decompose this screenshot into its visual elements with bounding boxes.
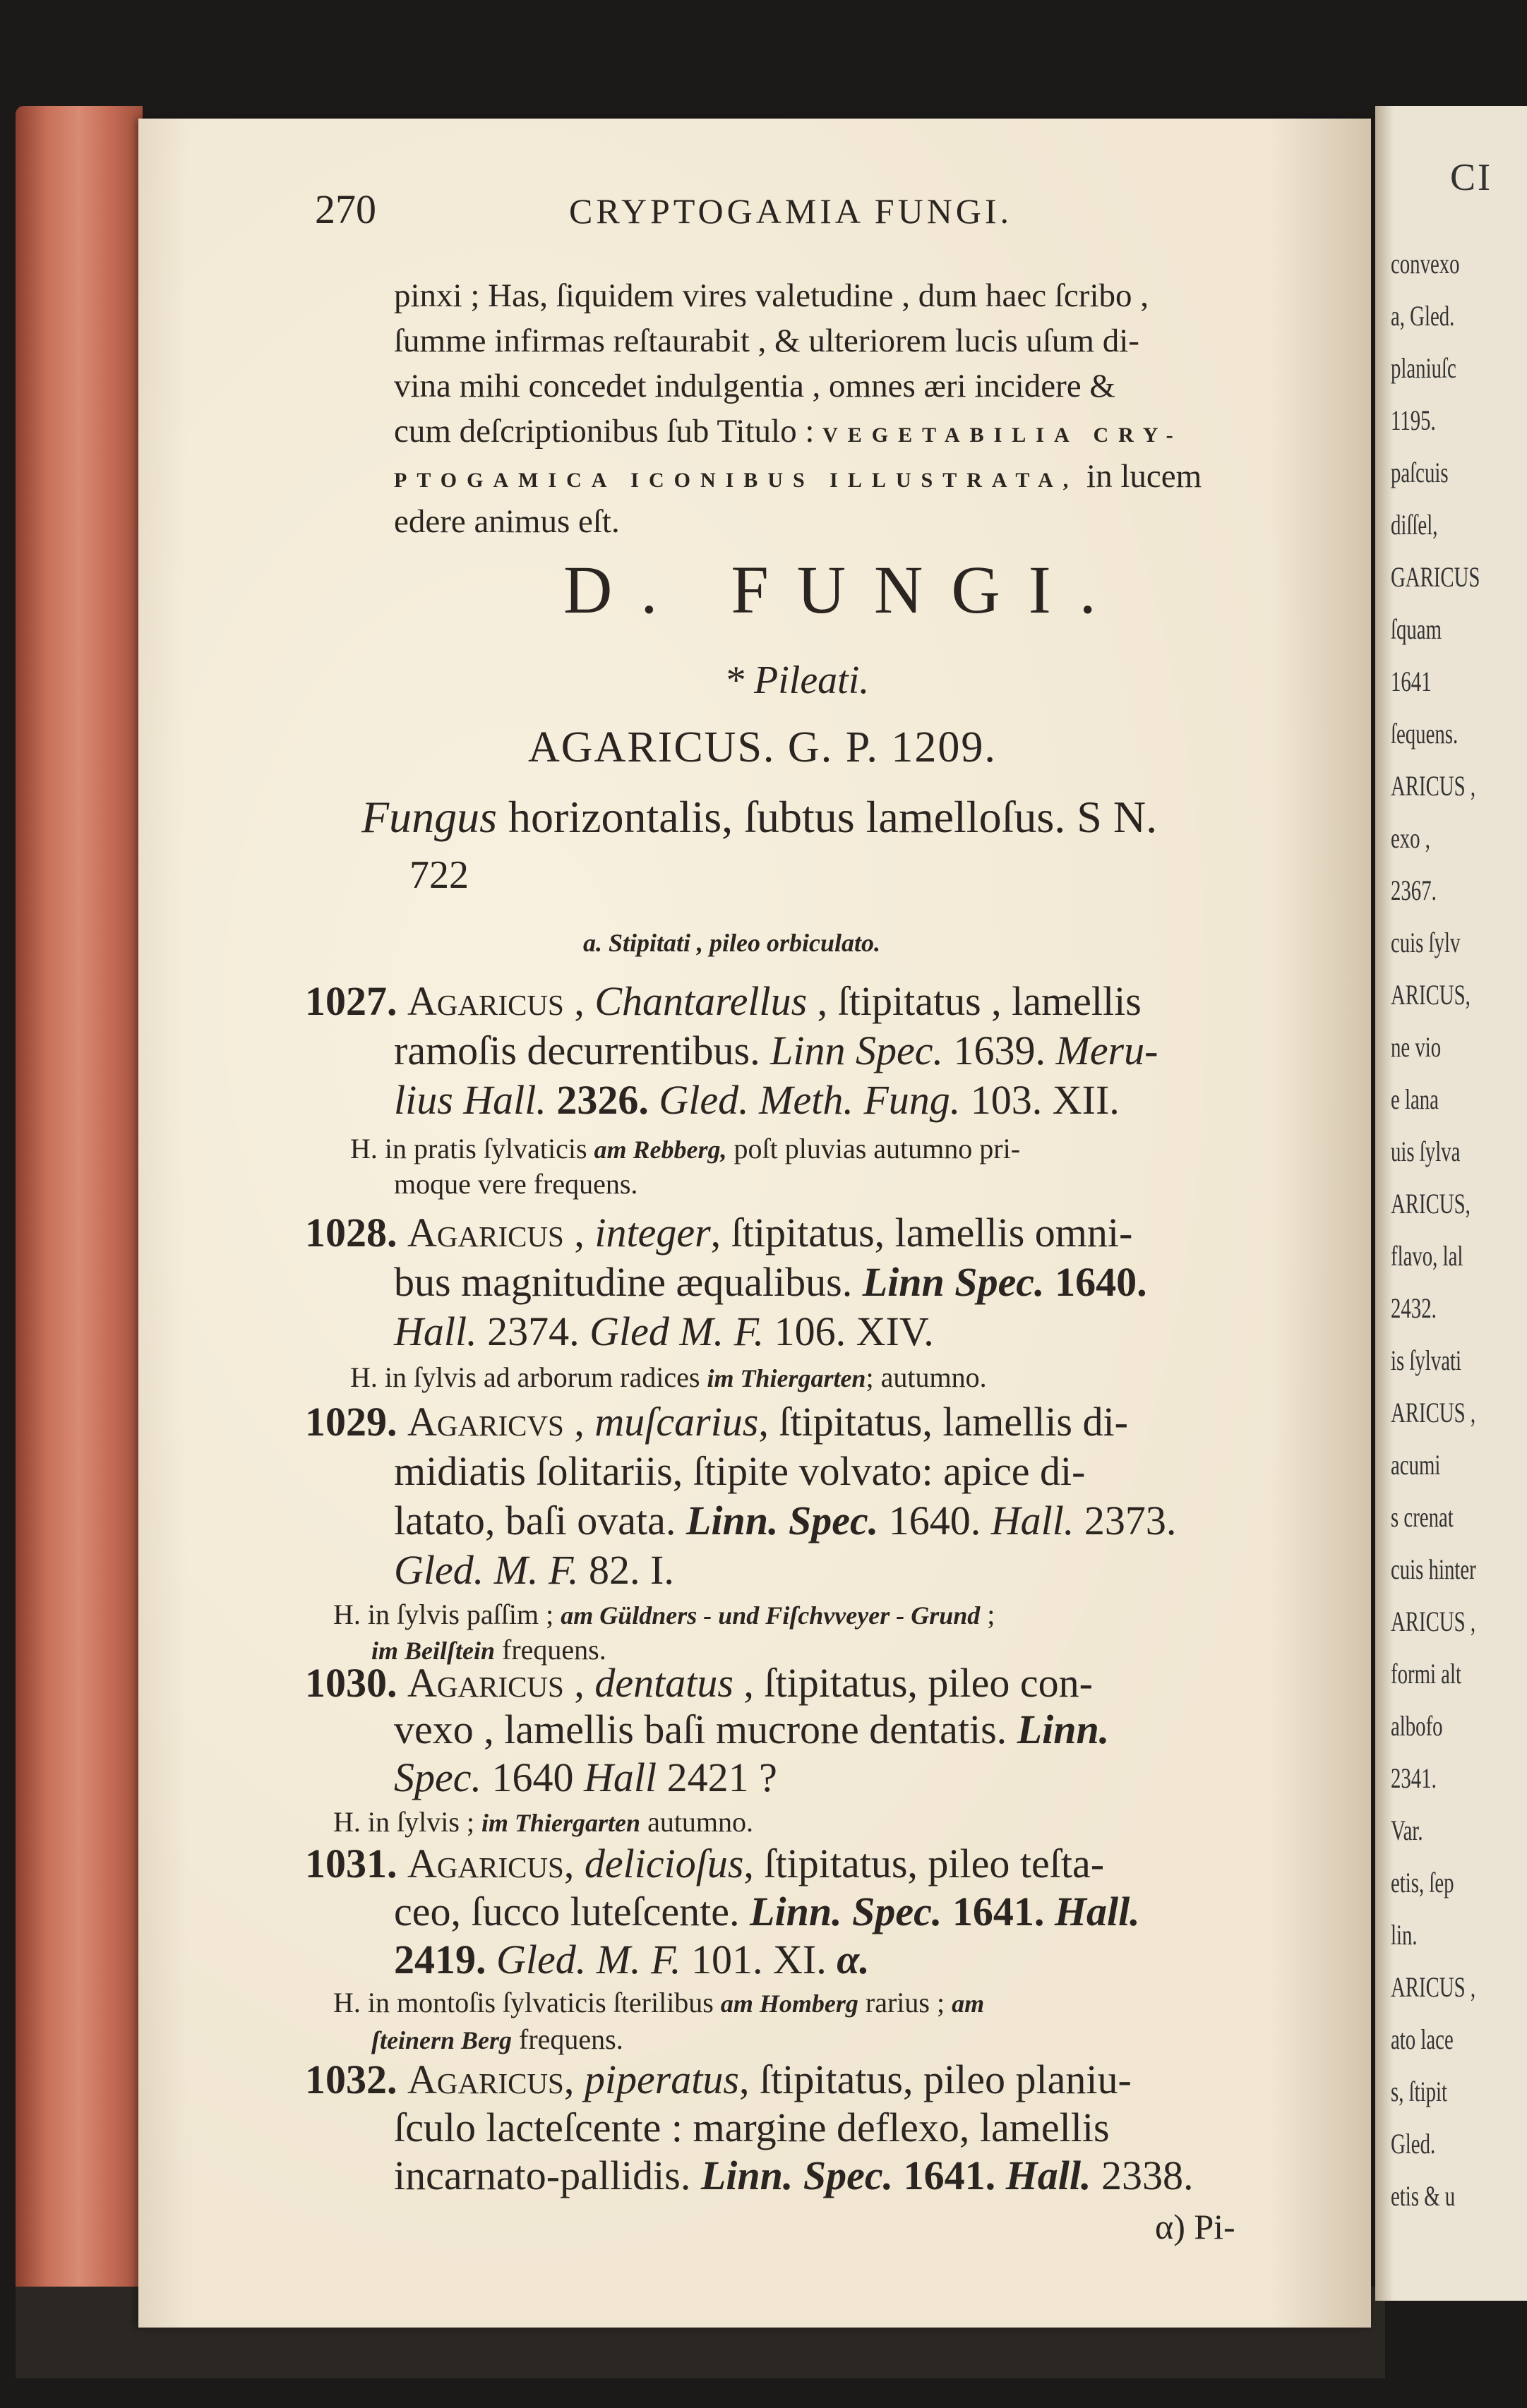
entry-number: 1027. [305,978,407,1024]
facing-page-fragment: Gled. [1391,2128,1436,2160]
species-name: Chantarellus [594,978,808,1024]
entry-1031-habitat-2 [371,2025,623,2054]
text: 2373. [1074,1498,1177,1543]
page-number: 270 [315,186,376,232]
citation: Linn Spec. [770,1028,943,1073]
entry-1029-line-1 [305,1399,1128,1445]
facing-page-fragment: ſequens. [1391,718,1459,750]
citation: Hall. [1054,1889,1140,1934]
text: 1641. [942,1889,1055,1934]
entry-number: 1029. [305,1399,407,1445]
intro-line-1: pinxi ; Has, ſiquidem vires valetudine , dum haec ſcribo , [394,277,1149,314]
facing-page-fragment: cuis hinter [1391,1553,1476,1585]
text: frequens. [495,1634,606,1666]
entry-1029-line-2: midiatis ſolitariis, ſtipite volvato: apice di- [394,1448,1086,1494]
entry-1032-line-3 [394,2155,1194,2196]
facing-page-fragment: cuis ſylv [1391,927,1461,958]
text: frequens. [512,2023,623,2055]
citation: Linn Spec. [862,1259,1045,1305]
text: 1640 [481,1754,584,1800]
citation: Linn. Spec. [750,1889,942,1934]
intro-line-4-text: cum deſcriptionibus ſub Titulo : [394,413,815,450]
genus-name: Agaricus [407,2057,564,2102]
facing-page-fragment: etis & u [1391,2180,1456,2212]
citation: Linn. [1017,1706,1110,1752]
facing-page-fragment: 1641 [1391,666,1432,697]
facing-page-fragment: ARICUS , [1391,1397,1476,1428]
text: 2421 ? [657,1754,777,1800]
text: bus magnitudine æqualibus. [394,1259,863,1305]
section-title: D. FUNGI. [563,552,1125,627]
intro-line-5-text: in lucem [1086,458,1202,495]
species-name: delicioſus [584,1841,744,1886]
text: H. in ſylvis ad arborum radices [350,1361,707,1393]
entry-1028-line-1 [305,1210,1133,1256]
citation: lius Hall. [394,1077,546,1123]
facing-page-fragment: ARICUS , [1391,1606,1476,1637]
entry-1032-line-2: ſculo lacteſcente : margine deflexo, lamellis [394,2105,1110,2150]
subdivision-heading: a. Stipitati , pileo orbiculato. [583,929,881,957]
citation: Hall. [990,1498,1074,1543]
intro-line-6: edere animus eſt. [394,503,620,540]
intro-line-4 [394,415,1183,448]
facing-page-fragment: acumi [1391,1449,1441,1481]
intro-line-2: ſumme infirmas reſtaurabit , & ulteriorem lucis uſum di- [394,323,1139,359]
text: 103. XII. [960,1077,1120,1123]
book-fore-edge [16,106,143,2336]
citation: Gled. M. F. [496,1937,681,1982]
entry-1031-line-2 [394,1891,1140,1932]
text: autumno. [640,1806,754,1838]
entry-1028-line-2 [394,1259,1147,1305]
facing-page-fragment: uis ſylva [1391,1136,1461,1167]
entry-1031-line-3 [394,1939,870,1980]
entry-1027-line-1 [305,978,1142,1024]
text: 1640. [878,1498,991,1543]
entry-1027-habitat-2: moque vere frequens. [394,1168,638,1200]
entry-1030-line-3 [394,1754,777,1800]
facing-page-fragment: s crenat [1391,1501,1454,1533]
intro-line-3: vina mihi concedet indulgentia , omnes æri incidere & [394,368,1115,404]
text: ramoſis decurrentibus. [394,1028,771,1073]
facing-page-fragment: flavo, lal [1391,1240,1463,1272]
facing-page-fragment: 1195. [1391,404,1436,436]
facing-page-fragment: ARICUS , [1391,1971,1476,2003]
book-page [138,119,1371,2328]
catchword: α) Pi- [1155,2207,1235,2246]
text: 82. I. [578,1547,674,1593]
facing-page-fragment: ato lace [1391,2023,1454,2055]
text: 101. XI. [681,1937,837,1982]
entry-1030-habitat-1 [333,1808,753,1836]
facing-page-fragment: Var. [1391,1814,1423,1846]
entry-1029-line-3 [394,1500,1176,1541]
locality: im Beilſtein [371,1637,495,1665]
text: , [563,1660,595,1706]
text: , [563,1210,595,1256]
facing-page-fragment: convexo [1391,248,1460,279]
facing-page-fragment: paſcuis [1391,457,1449,488]
species-name: muſcarius [594,1399,759,1445]
facing-page-fragment: etis, ſep [1391,1867,1454,1898]
facing-page-fragment: 2341. [1391,1762,1437,1794]
entry-1027-habitat-1 [350,1135,1020,1163]
citation: Gled. Meth. Fung. [659,1077,961,1123]
citation: Spec. [394,1754,481,1800]
intro-title-caps-1: VEGETABILIA CRY- [822,423,1183,447]
facing-page-fragment: albofo [1391,1710,1443,1742]
genus-heading: AGARICUS. G. P. 1209. [528,723,997,771]
text: , ſtipitatus, pileo teſta- [743,1841,1105,1886]
entry-1029-habitat-1 [333,1601,995,1629]
text: , ſtipitatus, lamellis di- [758,1399,1128,1445]
text: , ſtipitatus, pileo planiu- [739,2057,1132,2102]
facing-page-fragment: ARICUS, [1391,1188,1471,1220]
genus-name: Agaricus [407,1210,564,1256]
facing-page-fragment: formi alt [1391,1658,1461,1690]
text: ceo, ſucco luteſcente. [394,1889,750,1934]
citation: Hall. [394,1308,477,1354]
genus-name: Agaricus [407,978,564,1024]
facing-page-fragment: 2367. [1391,874,1437,906]
text: H. in montoſis ſylvaticis ſterilibus [333,1987,721,2018]
species-name: integer [594,1210,711,1256]
locality: ſteinern Berg [371,2026,513,2054]
intro-line-5 [394,460,1202,493]
text: poſt pluvias autumno pri- [726,1133,1021,1164]
species-name: dentatus [594,1660,733,1706]
citation: Hall [584,1754,657,1800]
locality: im Thiergarten [481,1809,641,1837]
text: H. in ſylvis ; [333,1806,482,1838]
text: 2338. [1091,2153,1194,2198]
text: , [563,1841,585,1886]
entry-1032-line-1 [305,2059,1132,2100]
locality: am Homberg [720,1989,858,2018]
entry-number: 1031. [305,1841,407,1886]
entry-1030-line-1 [305,1660,1093,1706]
genus-name: Agaricvs [407,1399,564,1445]
facing-page-fragment: ARICUS , [1391,770,1476,802]
text: , [563,2057,585,2102]
text: , [563,978,595,1024]
text: 1641. [893,2153,1006,2198]
text: 2374. [477,1308,590,1354]
citation: Gled. M. F. [394,1547,579,1593]
facing-page [1375,106,1527,2301]
text: rarius ; [858,1987,952,2018]
facing-page-fragment: ne vio [1391,1031,1442,1063]
locality: am [952,1989,985,2018]
text: , [563,1399,595,1445]
entry-1028-line-3 [394,1308,934,1354]
facing-page-fragment: diſſel, [1391,509,1438,541]
text: ; [980,1599,995,1630]
intro-title-caps-2: PTOGAMICA ICONIBUS ILLUSTRATA, [394,469,1079,492]
text: 106. XIV. [764,1308,934,1354]
entry-1028-habitat-1 [350,1363,987,1392]
facing-page-fragment: GARICUS [1391,561,1480,593]
entry-1027-line-3 [394,1077,1120,1123]
facing-page-head: CI [1450,156,1492,198]
entry-1031-line-1 [305,1843,1104,1884]
text: 2326. [546,1077,659,1123]
text: , ſtipitatus, pileo con- [733,1660,1093,1706]
facing-page-fragment: e lana [1391,1083,1439,1115]
locality: am Güldners - und Fiſchvveyer - Grund [561,1601,981,1630]
citation: Hall. [1005,2153,1091,2198]
running-head-title: CRYPTOGAMIA FUNGI. [569,191,1013,231]
citation: Gled M. F. [589,1308,765,1354]
entry-number: 1030. [305,1660,407,1706]
text: , ſtipitatus , lamellis [807,978,1142,1024]
entry-1031-habitat-1 [333,1989,984,2017]
genus-definition [361,792,1158,842]
entry-number: 1028. [305,1210,407,1256]
facing-page-fragment: lin. [1391,1919,1418,1951]
facing-page-fragment: is ſylvati [1391,1344,1462,1376]
facing-page-fragment: ſquam [1391,613,1442,645]
genus-name: Agaricus [407,1660,564,1706]
facing-page-fragment: a, Gled. [1391,300,1455,332]
text: latato, baſi ovata. [394,1498,686,1543]
variety-mark: α. [837,1937,870,1982]
species-name: piperatus [584,2057,739,2102]
text: ; autumno. [866,1361,987,1393]
text: H. in ſylvis paſſim ; [333,1599,561,1630]
facing-page-fragment: exo , [1391,822,1430,854]
locality: am Rebberg, [594,1136,727,1164]
text: , ſtipitatus, lamellis omni- [710,1210,1133,1256]
genus-definition-number: 722 [409,853,469,897]
citation: Linn. Spec. [685,1498,879,1543]
text: H. in pratis ſylvaticis [350,1133,594,1164]
facing-page-fragment: ARICUS, [1391,979,1471,1011]
facing-page-fragment: s, ſtipit [1391,2076,1448,2107]
facing-page-fragment: planiuſc [1391,352,1456,384]
text: 1639. [943,1028,1056,1073]
text: incarnato-pallidis. [394,2153,701,2198]
entry-1029-line-4 [394,1547,674,1593]
text: 2419. [394,1937,496,1982]
text: vexo , lamellis baſi mucrone dentatis. [394,1706,1017,1752]
text: 1640. [1044,1259,1147,1305]
facing-page-fragment: 2432. [1391,1292,1437,1324]
entry-1027-line-2 [394,1030,1158,1071]
running-head [138,186,1371,253]
section-subtitle: * Pileati. [724,658,870,702]
citation: Linn. Spec. [700,2153,894,2198]
citation: Meru- [1055,1028,1158,1073]
genus-name: Agaricus [407,1841,564,1886]
locality: im Thiergarten [707,1364,866,1392]
entry-1030-line-2 [394,1706,1110,1752]
entry-number: 1032. [305,2057,407,2102]
genus-definition-text: horizontalis, ſubtus lamelloſus. S N. [508,792,1158,842]
genus-definition-italic: Fungus [361,792,497,842]
